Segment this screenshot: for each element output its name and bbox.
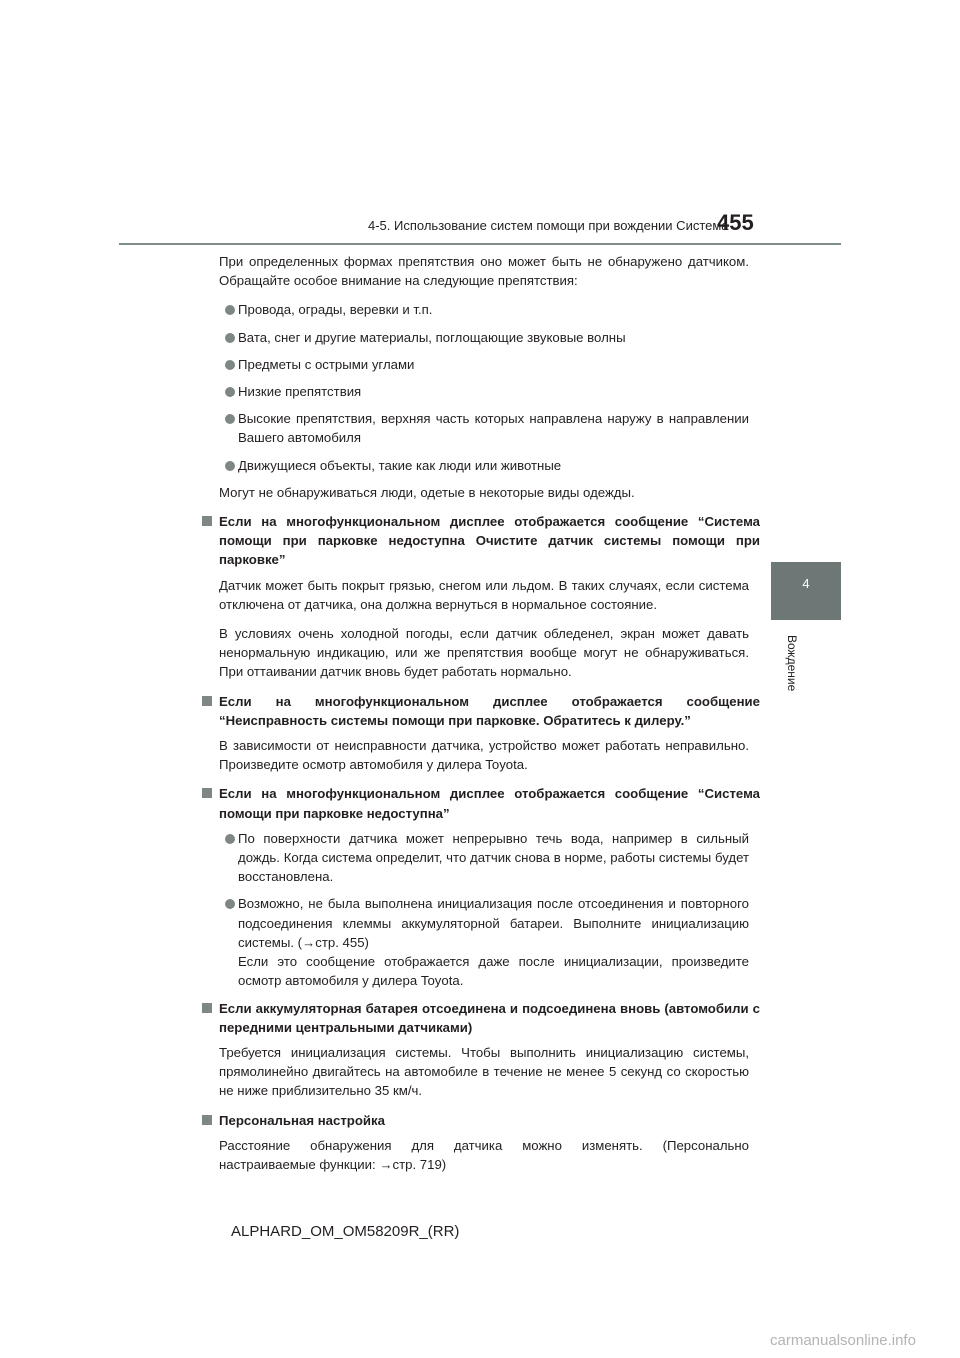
obstacle-item: Высокие препятствия, верхняя часть которых направлена наружу в направлении Вашего автомобиля (219, 409, 749, 447)
section-heading: Если на многофункциональном дисплее отображается сообщение “Система помощи при парковке недоступна” (200, 784, 760, 822)
document-code: ALPHARD_OM_OM58209R_(RR) (231, 1223, 460, 1240)
section-paragraph: Требуется инициализация системы. Чтобы выполнить инициализацию системы, прямолинейно двигайтесь на автомобиле в течение не менее 5 секунд со скоростью не ниже приблизительно 35 км/ч. (219, 1044, 749, 1099)
section-paragraph: Расстояние обнаружения для датчика можно изменять. (Персонально настраиваемые функции: →стр. 719) (219, 1137, 749, 1172)
header-divider (119, 243, 841, 245)
intro-paragraph: При определенных формах препятствия оно может быть не обнаружено датчиком. Обращайте особое внимание на следующие препятствия: (219, 254, 749, 289)
section-heading: Если аккумуляторная батарея отсоединена и подсоединена вновь (автомобили с передними центральными датчиками) (200, 999, 760, 1037)
chapter-tab-number: 4 (802, 576, 810, 591)
page-body (219, 252, 760, 1184)
obstacle-item: Движущиеся объекты, такие как люди или животные (219, 456, 749, 475)
chapter-label-text: Вождение (785, 635, 799, 692)
section-paragraph: Датчик может быть покрыт грязью, снегом или льдом. В таких случаях, если система отключена от датчика, она должна вернуться в нормальное состояние. (219, 577, 749, 612)
obstacle-item: Вата, снег и другие материалы, поглощающие звуковые волны (219, 328, 749, 347)
section-heading: Персональная настройка (200, 1111, 760, 1130)
obstacle-item: Провода, ограды, веревки и т.п. (219, 300, 749, 319)
section-paragraph: В условиях очень холодной погоды, если датчик обледенел, экран может давать ненормальную индикацию, или же препятствия вообще могут не обнаруживаться. При оттаивании датчик вновь будет работать нормально. (219, 626, 749, 680)
chapter-tab-label (779, 635, 807, 705)
section-title: 4-5. Использование систем помощи при вождении Система (368, 218, 729, 233)
page-number: 455 (717, 210, 754, 235)
chapter-tab (771, 562, 841, 620)
section-heading: Если на многофункциональном дисплее отображается сообщение “Неисправность системы помощи при парковке. Обратитесь к дилеру.” (200, 692, 760, 730)
page-header (0, 0, 960, 250)
section-paragraph: В зависимости от неисправности датчика, устройство может работать неправильно. Произведите осмотр автомобиля у дилера Toyota. (219, 738, 749, 773)
section-bullet: Возможно, не была выполнена инициализация после отсоединения и повторного подсоединения клеммы аккумуляторной батареи. Выполните инициализацию системы. (→стр. 455) Если это сообщение отображается даже после инициализации, произведите осмотр автомобиля у дилера Toyota. (219, 894, 749, 990)
obstacle-item: Предметы с острыми углами (219, 355, 749, 374)
section-heading: Если на многофункциональном дисплее отображается сообщение “Система помощи при парковке недоступна Очистите датчик системы помощи при парковке” (200, 512, 760, 570)
clothes-note: Могут не обнаруживаться люди, одетые в некоторые виды одежды. (219, 484, 635, 500)
watermark: carmanualsonline.info (770, 1332, 916, 1349)
section-bullet: По поверхности датчика может непрерывно течь вода, например в сильный дождь. Когда система определит, что датчик снова в норме, работы системы будет восстановлена. (219, 829, 749, 887)
obstacle-item: Низкие препятствия (219, 382, 749, 401)
